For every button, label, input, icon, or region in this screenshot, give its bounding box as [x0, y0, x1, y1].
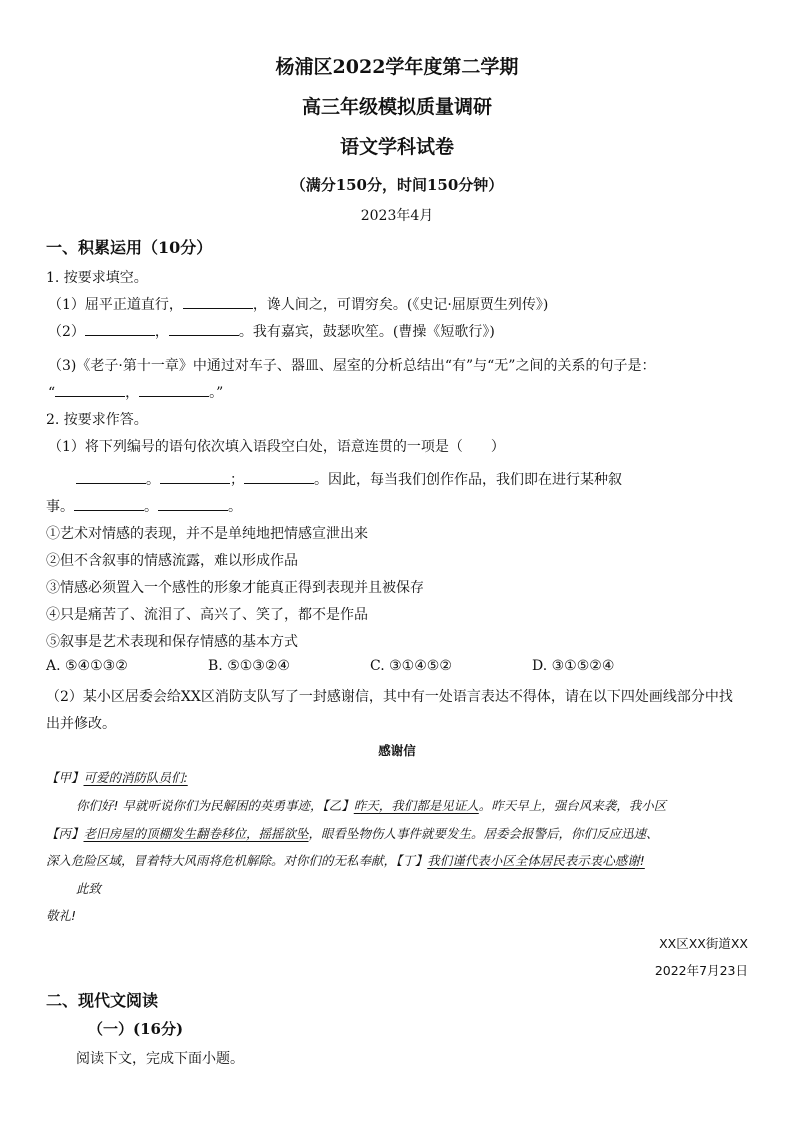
letter-salutation — [46, 768, 188, 786]
letter-closing: 此致 — [76, 881, 102, 896]
q1-2 — [48, 321, 495, 341]
letter-signature: XX区XX街道XX — [659, 936, 748, 951]
q1-3: （3)《老子·第十一章》中通过对车子、器皿、屋室的分析总结出“有”与“无”之间的关系的句子是： — [48, 358, 656, 374]
mark-jia: 【甲】 — [46, 770, 84, 785]
answer-blank[interactable] — [160, 470, 230, 484]
option-d[interactable]: D. ③①⑤②④ — [532, 658, 615, 674]
quote-close: 。” — [209, 385, 224, 401]
list-item: ③情感必须置入一个感性的形象才能真正得到表现并且被保存 — [46, 580, 424, 596]
answer-blank[interactable] — [244, 470, 314, 484]
letter-title: 感谢信 — [378, 743, 416, 758]
answer-blank[interactable] — [139, 383, 209, 397]
answer-blank[interactable] — [55, 383, 125, 397]
list-item: ⑤叙事是艺术表现和保存情感的基本方式 — [46, 634, 298, 650]
q2-1: （1）将下列编号的语句依次填入语段空白处，语意连贯的一项是（ ） — [48, 439, 505, 455]
section1-title: 一、积累运用（10分） — [46, 238, 213, 257]
period: 。 — [146, 472, 160, 488]
mark-ding: 【丁】 — [396, 853, 428, 868]
q1-heading: 1. 按要求填空。 — [46, 270, 148, 286]
q2-2-line1: （2）某小区居委会给XX区消防支队写了一封感谢信，其中有一处语言表达不得体，请在以下四处画线部分中找 — [46, 689, 733, 705]
q1-2-text-c: 。我有嘉宾，鼓瑟吹笙。(曹操《短歌行》) — [238, 324, 495, 340]
letter-line1 — [76, 796, 666, 814]
option-b[interactable]: B. ⑤①③②④ — [208, 658, 290, 674]
answer-blank[interactable] — [169, 322, 239, 336]
section2-title: 二、现代文阅读 — [46, 991, 159, 1010]
exam-score-time: （满分150分，时间150分钟） — [290, 176, 504, 194]
exam-title-line2: 高三年级模拟质量调研 — [301, 96, 492, 118]
section2-subtitle: （一）(16分) — [88, 1020, 184, 1038]
letter-line3 — [46, 851, 645, 869]
letter-text: 你们好! 早就听说你们为民解困的英勇事迹， — [76, 798, 323, 813]
period: 。 — [144, 499, 158, 515]
exam-date: 2023年4月 — [360, 208, 434, 224]
underlined-ding: 我们谨代表小区全体居民表示衷心感谢! — [427, 853, 645, 868]
letter-text: 。昨天早上，强台风来袭，我小区 — [478, 798, 667, 813]
list-item: ①艺术对情感的表现，并不是单纯地把情感宣泄出来 — [46, 526, 368, 542]
underlined-jia: 可爱的消防队员们: — [83, 770, 188, 785]
comma: ， — [125, 385, 140, 401]
exam-title-line3: 语文学科试卷 — [339, 136, 454, 158]
mark-bing: 【丙】 — [46, 826, 84, 841]
exam-title-line1: 杨浦区2022学年度第二学期 — [275, 56, 519, 78]
answer-blank[interactable] — [158, 497, 228, 511]
letter-date: 2022年7月23日 — [654, 963, 748, 978]
underlined-yi: 昨天，我们都是见证人 — [353, 798, 479, 813]
answer-blank[interactable] — [76, 470, 146, 484]
semicolon: ； — [230, 472, 244, 488]
paragraph-shi: 事。 — [46, 499, 74, 515]
q2-heading: 2. 按要求作答。 — [46, 412, 148, 428]
paragraph-tail: 。因此，每当我们创作作品，我们即在进行某种叙 — [314, 472, 622, 488]
answer-blank[interactable] — [74, 497, 144, 511]
q2-1-paragraph-line2 — [46, 496, 242, 516]
list-item: ④只是痛苦了、流泪了、高兴了、笑了，都不是作品 — [46, 607, 368, 623]
q2-2-line2: 出并修改。 — [46, 716, 116, 732]
q1-1-text-a: （1）屈平正道直行， — [48, 297, 183, 313]
q1-3-answer-line — [48, 382, 223, 402]
underlined-bing: 老旧房屋的顶棚发生翻卷移位，摇摇欲坠 — [83, 826, 309, 841]
q1-1 — [48, 294, 548, 314]
letter-line2 — [46, 824, 659, 842]
q1-2-text-b: ， — [154, 324, 169, 340]
option-a[interactable]: A. ⑤④①③② — [46, 658, 128, 674]
list-item: ②但不含叙事的情感流露，难以形成作品 — [46, 553, 298, 569]
answer-blank[interactable] — [85, 322, 155, 336]
q1-1-text-b: ，谗人间之，可谓穷矣。(《史记·屈原贾生列传》) — [252, 297, 549, 313]
letter-text: ，眼看坠物伤人事件就要发生。居委会报警后，你们反应迅速、 — [308, 826, 659, 841]
quote-open: “ — [48, 385, 56, 401]
period: 。 — [228, 499, 242, 515]
section2-instruction: 阅读下文，完成下面小题。 — [76, 1051, 244, 1067]
q2-1-options — [46, 658, 694, 674]
letter-salute: 敬礼! — [46, 908, 77, 923]
q1-2-text-a: （2） — [48, 324, 85, 340]
option-c[interactable]: C. ③①④⑤② — [370, 658, 452, 674]
q2-1-paragraph-line1 — [76, 469, 622, 489]
mark-yi: 【乙】 — [322, 798, 354, 813]
answer-blank[interactable] — [183, 295, 253, 309]
letter-text: 深入危险区域，冒着特大风雨将危机解除。对你们的无私奉献， — [46, 853, 397, 868]
